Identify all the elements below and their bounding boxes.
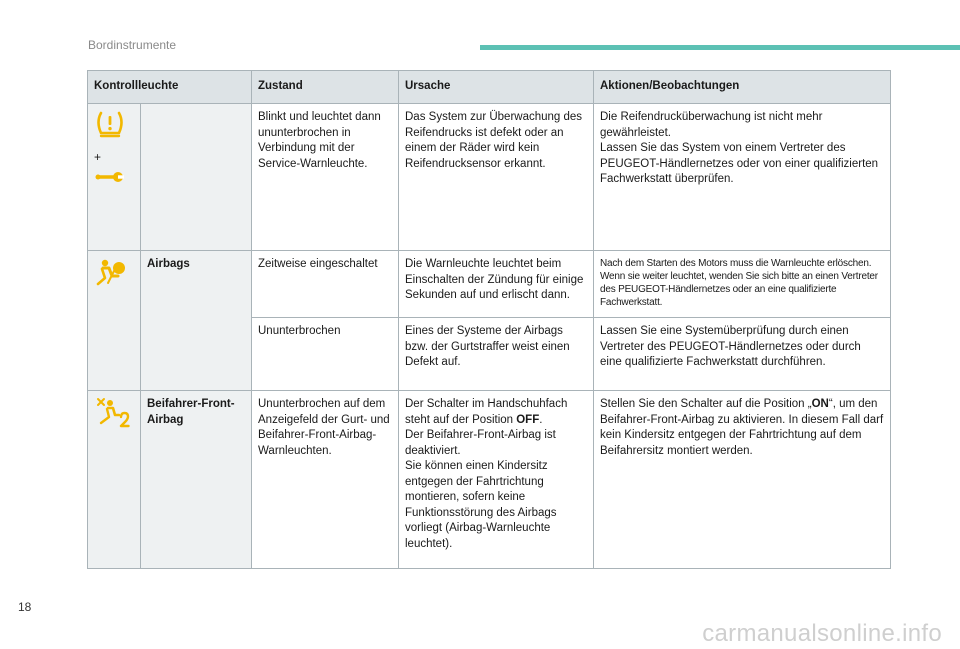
state-name-cell: Airbags	[141, 251, 252, 391]
aktionen-cell	[594, 391, 891, 569]
ursache-cell	[399, 391, 594, 569]
table-row	[88, 391, 891, 569]
column-header-kontrollleuchte: Kontrollleuchte	[88, 71, 252, 104]
watermark: carmanualsonline.info	[702, 620, 942, 647]
warning-lights-table	[87, 70, 891, 569]
aktionen-text: “, um den Beifahrer-Front-Airbag zu aktivieren. In diesem Fall darf kein Kindersitz entgegen der Fahrtrichtung auf dem Beifahrersitz montiert werden.	[600, 398, 884, 457]
ursache-cell: Die Warnleuchte leuchtet beim Einschalten der Zündung für einige Sekunden auf und erlischt dann.	[399, 251, 594, 318]
off-position-label: OFF	[516, 413, 540, 426]
table-row	[88, 104, 891, 251]
tyre-pressure-warning-icon	[94, 110, 126, 144]
section-title: Bordinstrumente	[88, 38, 177, 52]
aktionen-cell: Lassen Sie eine Systemüberprüfung durch einen Vertreter des PEUGEOT-Händlernetzes oder durch eine qualifizierte Fachwerkstatt durchführen.	[594, 318, 891, 391]
aktionen-cell: Nach dem Starten des Motors muss die Warnleuchte erlöschen. Wenn sie weiter leuchtet, wenden Sie sich bitte an einen Vertreter des PEUGEOT-Händlernetzes oder an eine qualifizierte Fachwerkstatt.	[594, 251, 891, 318]
warning-light-cell	[88, 391, 141, 569]
zustand-cell: Ununterbrochen auf dem Anzeigefeld der Gurt- und Beifahrer-Front-Airbag-Warnleuchten.	[252, 391, 399, 569]
ursache-cell: Das System zur Überwachung des Reifendrucks ist defekt oder an einem der Räder wird kein Reifendrucksensor erkannt.	[399, 104, 594, 251]
table-row	[88, 251, 891, 318]
column-header-ursache: Ursache	[399, 71, 594, 104]
ursache-text: . Der Beifahrer-Front-Airbag ist deaktiviert. Sie können einen Kindersitz entgegen der Fahrtrichtung montieren, sofern keine Funktionsstörung des Airbags vorliegt (Airbag-Warnleuchte leuchtet).	[405, 413, 557, 550]
state-name-cell	[141, 104, 252, 251]
service-wrench-icon	[94, 169, 124, 191]
plus-sign: +	[94, 149, 102, 164]
column-header-zustand: Zustand	[252, 71, 399, 104]
aktionen-text: Stellen Sie den Schalter auf die Position „	[600, 398, 812, 410]
ursache-cell: Eines der Systeme der Airbags bzw. der Gurtstraffer weist einen Defekt auf.	[399, 318, 594, 391]
state-name-cell: Beifahrer-Front-Airbag	[141, 391, 252, 569]
warning-light-cell	[88, 251, 141, 391]
ursache-text: Der Schalter im Handschuhfach steht auf der Position	[405, 398, 568, 426]
on-position-label: ON	[811, 398, 829, 410]
header-accent-bar	[480, 45, 960, 50]
zustand-cell: Blinkt und leuchtet dann ununterbrochen in Verbindung mit der Service-Warnleuchte.	[252, 104, 399, 251]
warning-light-cell	[88, 104, 141, 251]
passenger-airbag-off-icon	[94, 397, 130, 435]
zustand-cell: Ununterbrochen	[252, 318, 399, 391]
table-header-row	[88, 71, 891, 104]
zustand-cell: Zeitweise eingeschaltet	[252, 251, 399, 318]
column-header-aktionen: Aktionen/Beobachtungen	[594, 71, 891, 104]
aktionen-cell: Die Reifendrucküberwachung ist nicht mehr gewährleistet. Lassen Sie das System von einem Vertreter des PEUGEOT-Händlernetzes oder von einer qualifizierten Fachwerkstatt überprüfen.	[594, 104, 891, 251]
airbag-warning-icon	[94, 257, 126, 295]
page-number: 18	[18, 600, 32, 614]
